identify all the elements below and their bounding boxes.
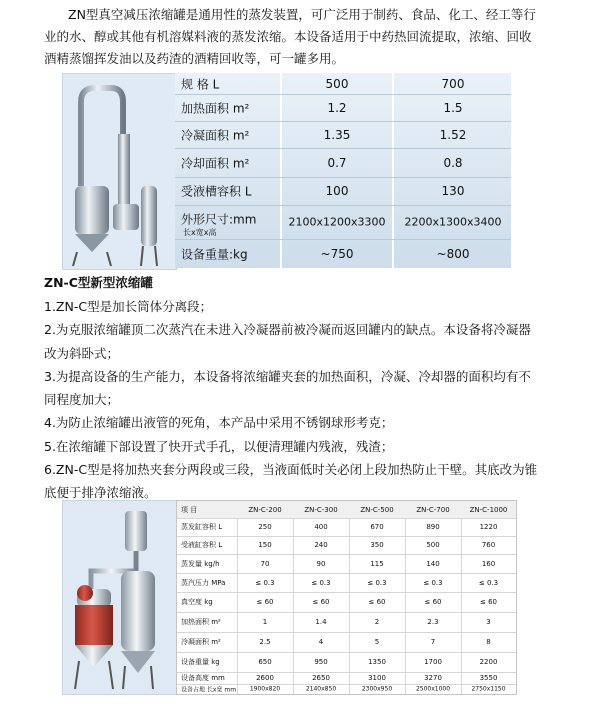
intro-paragraph xyxy=(44,4,564,70)
list-item: 5.在浓缩罐下部设置了快开式手孔，以便清理罐内残液，残渣； xyxy=(44,438,394,454)
table-header-row: 项 目 ZN-C-200 ZN-C-300 ZN-C-500 ZN-C-700 ZN-C-1000 xyxy=(177,501,516,519)
table-row: 设备重量 kg 650 950 1350 1700 2200 xyxy=(177,652,516,673)
spec-table-zn xyxy=(175,73,511,268)
list-item: 4.为防止浓缩罐出液管的死角，本产品中采用不锈钢球形考克； xyxy=(44,415,394,431)
table-row: 真空度 kg ≤ 60 ≤ 60 ≤ 60 ≤ 60 ≤ 60 xyxy=(177,592,516,613)
table-row: 设备重量:kg ~750 ~800 xyxy=(181,246,470,261)
table-row: 蒸发量 kg/h 70 90 115 140 160 xyxy=(177,554,516,574)
intro-line-3: 酒精蒸馏挥发油以及药渣的酒精回收等，可一罐多用。 xyxy=(44,51,345,66)
table-row: 加热面积 m² 1 1.4 2 2.3 3 xyxy=(177,612,516,633)
section-heading: ZN-C型新型浓缩罐 xyxy=(44,275,153,290)
table-row: 冷却面积 m² 0.7 0.8 xyxy=(175,148,511,178)
zn-evaporator-photo xyxy=(62,73,177,270)
table-row: 冷凝面积 m² 2.5 4 5 7 8 xyxy=(177,632,516,653)
list-item: 底便于排净浓缩液。 xyxy=(44,485,157,501)
evaporator-illustration-icon xyxy=(63,74,176,269)
table-row: 设备占地 长x宽 mm 1900x820 2140x850 2300x950 2500x1000 2750x1150 xyxy=(181,685,506,694)
feature-list xyxy=(44,295,584,505)
table-row: 受液缸容积 L 150 240 350 500 760 xyxy=(177,536,516,555)
spec-table-zn-c xyxy=(176,500,517,695)
table-row: 规 格 L 500 700 xyxy=(175,73,511,95)
list-item: 同程度加大； xyxy=(44,392,120,408)
table-row: 设备高度 mm 2600 2650 3100 3270 3550 xyxy=(177,672,516,685)
list-item: 3.为提高设备的生产能力，本设备将浓缩罐夹套的加热面积，冷凝、冷却器的面积均有不 xyxy=(44,368,531,384)
intro-line-2: 业的水、醇或其他有机溶媒料液的蒸发浓缩。本设备适用于中药热回流提取，浓缩、回收 xyxy=(44,29,532,44)
table-row: 蒸汽压力 MPa ≤ 0.3 ≤ 0.3 ≤ 0.3 ≤ 0.3 ≤ 0.3 xyxy=(177,573,516,593)
table-row: 受液槽容积 L 100 130 xyxy=(175,177,511,206)
table-row: 冷凝面积 m² 1.35 1.52 xyxy=(175,121,511,149)
table-row: 蒸发缸容积 L 250 400 670 890 1220 xyxy=(177,518,516,537)
zn-c-evaporator-photo xyxy=(62,500,177,695)
concentrator-illustration-icon xyxy=(63,501,176,694)
table-row: 外形尺寸:mm 长x宽x高 2100x1200x3300 2200x1300x3400 xyxy=(175,205,511,240)
list-item: 6.ZN-C型是将加热夹套分两段或三段，当液面低时关必闭上段加热防止干壁。其底改为锥 xyxy=(44,462,538,478)
list-item: 改为斜卧式； xyxy=(44,345,120,361)
table-row: 加热面积 m² 1.2 1.5 xyxy=(175,94,511,122)
list-item: 2.为克服浓缩罐顶二次蒸汽在未进入冷凝器前被冷凝而返回罐内的缺点。本设备将冷凝器 xyxy=(44,322,531,338)
intro-line-1: ZN型真空减压浓缩罐是通用性的蒸发装置，可广泛用于制药、食品、化工、经工等行 xyxy=(68,7,536,22)
list-item: 1.ZN-C型是加长筒体分离段； xyxy=(44,299,213,314)
